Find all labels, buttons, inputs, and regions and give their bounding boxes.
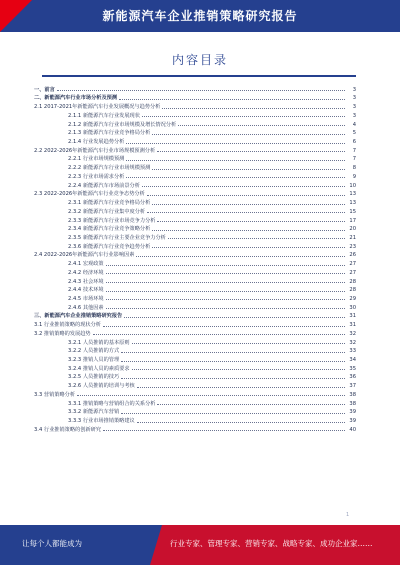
toc-entry-label: 2.1.4 行业发展趋势分析 — [68, 139, 125, 146]
toc-entry[interactable] — [34, 110, 356, 119]
toc-entry-page: 15 — [349, 208, 356, 215]
footer-slogan: 让每个人都能成为 — [22, 539, 82, 548]
toc-entry-label: 3.4 行业推销策略的创新研究 — [34, 426, 101, 433]
toc-entry-label: 2.4.1 宏观政策 — [68, 261, 104, 268]
toc-entry[interactable] — [34, 407, 356, 416]
toc-entry-page: 23 — [349, 243, 356, 250]
toc-entry-page: 27 — [349, 269, 356, 276]
toc-leader-dots — [132, 343, 345, 344]
toc-entry-page: 3 — [352, 86, 356, 93]
toc-entry-label: 3.2.6 人员推销的培训与考核 — [68, 383, 135, 390]
page-mark: 1 — [346, 512, 350, 518]
toc-entry-page: 3 — [352, 104, 356, 111]
toc-leader-dots — [157, 404, 345, 405]
toc-leader-dots — [121, 413, 345, 414]
toc-entry[interactable] — [34, 189, 356, 198]
toc-entry[interactable] — [34, 311, 356, 320]
table-of-contents — [34, 84, 356, 433]
toc-entry-label: 2.4 2022-2026年新能源汽车行业影响因素 — [34, 252, 135, 259]
toc-entry-label: 3.2.4 推销人员的素质要求 — [68, 365, 130, 372]
toc-entry[interactable] — [34, 398, 356, 407]
toc-leader-dots — [152, 134, 345, 135]
toc-entry-label: 2.3.6 新能源汽车行业竞争趋势分析 — [68, 243, 151, 250]
toc-entry[interactable] — [34, 363, 356, 372]
toc-leader-dots — [152, 204, 345, 205]
toc-leader-dots — [124, 317, 345, 318]
toc-entry-label: 3.2.5 人员推销的技巧 — [68, 374, 120, 381]
toc-entry[interactable] — [34, 285, 356, 294]
toc-leader-dots — [147, 212, 345, 213]
toc-entry-page: 38 — [349, 391, 356, 398]
toc-entry-page: 13 — [349, 200, 356, 207]
toc-entry[interactable] — [34, 328, 356, 337]
toc-entry-label: 2.2 2022-2026年新能源汽车行业市场规模预测分析 — [34, 147, 156, 154]
toc-entry-page: 5 — [352, 130, 356, 137]
toc-entry[interactable] — [34, 389, 356, 398]
report-title: 新能源汽车企业推销策略研究报告 — [102, 9, 298, 23]
toc-entry-page: 28 — [349, 278, 356, 285]
footer-roles: 行业专家、管理专家、营销专家、战略专家、成功企业家…… — [170, 539, 373, 548]
toc-entry-page: 8 — [352, 165, 356, 172]
toc-entry-label: 二、新能源汽车行业市场分析及预测 — [34, 95, 118, 102]
toc-entry[interactable] — [34, 241, 356, 250]
toc-entry-label: 2.3 2022-2026年新能源汽车行业竞争态势分析 — [34, 191, 145, 198]
toc-leader-dots — [106, 273, 345, 274]
toc-leader-dots — [119, 99, 345, 100]
toc-entry-page: 40 — [349, 426, 356, 433]
toc-entry-page: 29 — [349, 295, 356, 302]
toc-entry[interactable] — [34, 136, 356, 145]
toc-entry[interactable] — [34, 93, 356, 102]
toc-heading: 内容目录 — [171, 53, 228, 67]
toc-leader-dots — [142, 186, 345, 187]
toc-entry-label: 2.1.1 新能源汽车行业发展现状 — [68, 112, 140, 119]
toc-entry[interactable] — [34, 215, 356, 224]
toc-entry-label: 2.4.4 技术环境 — [68, 287, 104, 294]
toc-entry[interactable] — [34, 258, 356, 267]
toc-entry-page: 28 — [349, 287, 356, 294]
toc-entry[interactable] — [34, 267, 356, 276]
toc-entry-page: 31 — [349, 313, 356, 320]
toc-entry-label: 2.3.1 新能源汽车行业竞争格局分析 — [68, 200, 151, 207]
toc-leader-dots — [103, 430, 345, 431]
toc-entry-page: 33 — [349, 348, 356, 355]
toc-entry-label: 2.3.4 新能源汽车行业竞争策略分析 — [68, 226, 151, 233]
toc-entry-page: 6 — [352, 139, 356, 146]
toc-leader-dots — [77, 395, 345, 396]
toc-entry[interactable] — [34, 206, 356, 215]
toc-entry-label: 3.1 行业推销策略的现状分析 — [34, 322, 101, 329]
toc-entry-page: 37 — [349, 383, 356, 390]
toc-entry[interactable] — [34, 354, 356, 363]
toc-entry[interactable] — [34, 372, 356, 381]
toc-entry-label: 3.3 营销策略分析 — [34, 391, 76, 398]
toc-leader-dots — [103, 326, 345, 327]
toc-entry-page: 34 — [349, 357, 356, 363]
toc-leader-dots — [152, 169, 345, 170]
toc-entry-page: 38 — [349, 400, 356, 407]
toc-leader-dots — [137, 387, 345, 388]
toc-entry-page: 17 — [349, 217, 356, 224]
toc-entry-label: 2.1.2 新能源汽车行业市场规模及增长情况分析 — [68, 121, 177, 128]
toc-leader-dots — [142, 116, 345, 117]
toc-leader-dots — [137, 422, 345, 423]
toc-leader-dots — [132, 369, 345, 370]
toc-entry-label: 2.4.5 市场环境 — [68, 295, 104, 302]
toc-entry-page: 36 — [349, 374, 356, 381]
toc-entry[interactable] — [34, 319, 356, 328]
toc-leader-dots — [178, 125, 345, 126]
toc-leader-dots — [57, 90, 345, 91]
toc-entry[interactable] — [34, 119, 356, 128]
toc-entry[interactable] — [34, 337, 356, 346]
toc-entry-label: 2.2.2 新能源汽车行业市场规模预测 — [68, 165, 151, 172]
toc-entry-label: 一、前言 — [34, 86, 55, 93]
toc-entry-page: 30 — [349, 304, 356, 311]
toc-entry-label: 2.4.3 社会环境 — [68, 278, 104, 285]
toc-leader-dots — [106, 282, 345, 283]
toc-entry-label: 2.1.3 新能源汽车行业竞争格局分析 — [68, 130, 151, 137]
toc-entry-page: 39 — [349, 409, 356, 416]
toc-leader-dots — [126, 160, 345, 161]
toc-entry[interactable] — [34, 276, 356, 285]
toc-entry[interactable] — [34, 128, 356, 137]
toc-entry-label: 3.3.2 新能源汽车营销 — [68, 409, 120, 416]
toc-leader-dots — [126, 143, 345, 144]
toc-entry[interactable] — [34, 101, 356, 110]
toc-entry-page: 31 — [349, 322, 356, 329]
toc-entry-page: 32 — [349, 339, 356, 346]
toc-entry-page: 13 — [349, 191, 356, 198]
toc-leader-dots — [106, 291, 345, 292]
toc-entry-label: 2.3.3 新能源汽车行业市场竞争力分析 — [68, 217, 156, 224]
toc-leader-dots — [93, 334, 345, 335]
toc-entry[interactable] — [34, 302, 356, 311]
toc-leader-dots — [121, 378, 345, 379]
toc-entry[interactable] — [34, 232, 356, 241]
toc-entry-label: 3.2.1 人员推销的基本原则 — [68, 339, 130, 346]
toc-entry-page: 9 — [352, 173, 356, 180]
toc-entry-page: 3 — [352, 112, 356, 119]
toc-entry-label: 3.2.2 人员推销的方式 — [68, 348, 120, 355]
toc-leader-dots — [106, 308, 345, 309]
toc-entry-label: 2.4.2 经济环境 — [68, 269, 104, 276]
toc-entry-page: 27 — [349, 261, 356, 268]
toc-leader-dots — [126, 177, 345, 178]
toc-entry-label: 3.3.3 行业市场推销策略建议 — [68, 418, 135, 425]
toc-entry-page: 21 — [349, 234, 356, 241]
toc-entry-label: 3.2 推销策略的发展趋势 — [34, 330, 91, 337]
toc-entry-label: 2.2.4 新能源汽车市场前景分析 — [68, 182, 140, 189]
toc-entry[interactable] — [34, 293, 356, 302]
toc-entry-label: 2.1 2017-2021年新能源汽车行业发展概况与趋势分析 — [34, 104, 161, 111]
toc-entry[interactable] — [34, 224, 356, 233]
toc-entry[interactable] — [34, 380, 356, 389]
toc-leader-dots — [152, 230, 345, 231]
toc-leader-dots — [121, 361, 345, 362]
toc-entry-label: 3.2.3 推销人员的管理 — [68, 357, 120, 363]
toc-entry[interactable] — [34, 145, 356, 154]
toc-entry[interactable] — [34, 415, 356, 424]
toc-entry-page: 4 — [352, 121, 356, 128]
toc-leader-dots — [136, 256, 345, 257]
toc-entry-label: 2.3.5 新能源汽车行业主要企业竞争力分析 — [68, 234, 166, 241]
toc-entry-label: 2.4.6 其他因素 — [68, 304, 104, 311]
toc-leader-dots — [152, 247, 345, 248]
toc-entry-page: 7 — [352, 156, 356, 163]
toc-entry-label: 2.3.2 新能源汽车行业集中度分析 — [68, 208, 146, 215]
toc-entry-page: 32 — [349, 330, 356, 337]
toc-entry-page: 26 — [349, 252, 356, 259]
toc-entry[interactable] — [34, 197, 356, 206]
toc-leader-dots — [106, 265, 345, 266]
toc-entry-label: 3.3.1 推销策略与营销组合的关系分析 — [68, 400, 156, 407]
toc-entry[interactable] — [34, 250, 356, 259]
toc-entry[interactable] — [34, 171, 356, 180]
toc-entry[interactable] — [34, 346, 356, 355]
toc-entry[interactable] — [34, 84, 356, 93]
toc-leader-dots — [106, 299, 345, 300]
toc-entry-page: 3 — [352, 95, 356, 102]
toc-leader-dots — [168, 238, 345, 239]
toc-entry-label: 2.2.3 行业市场需求分析 — [68, 173, 125, 180]
toc-leader-dots — [157, 151, 345, 152]
toc-entry-label: 2.2.1 行业市场规模预测 — [68, 156, 125, 163]
toc-entry-page: 20 — [349, 226, 356, 233]
toc-leader-dots — [147, 195, 345, 196]
toc-entry-page: 7 — [352, 147, 356, 154]
toc-entry-label: 三、新能源汽车企业推销策略研究报告 — [34, 313, 123, 320]
toc-leader-dots — [162, 108, 345, 109]
toc-leader-dots — [121, 352, 345, 353]
toc-entry[interactable] — [34, 180, 356, 189]
toc-entry-page: 35 — [349, 365, 356, 372]
toc-entry-page: 39 — [349, 418, 356, 425]
toc-entry[interactable] — [34, 154, 356, 163]
toc-entry[interactable] — [34, 162, 356, 171]
toc-leader-dots — [157, 221, 345, 222]
toc-entry-page: 10 — [349, 182, 356, 189]
toc-entry[interactable] — [34, 424, 356, 433]
toc-divider — [42, 75, 356, 77]
